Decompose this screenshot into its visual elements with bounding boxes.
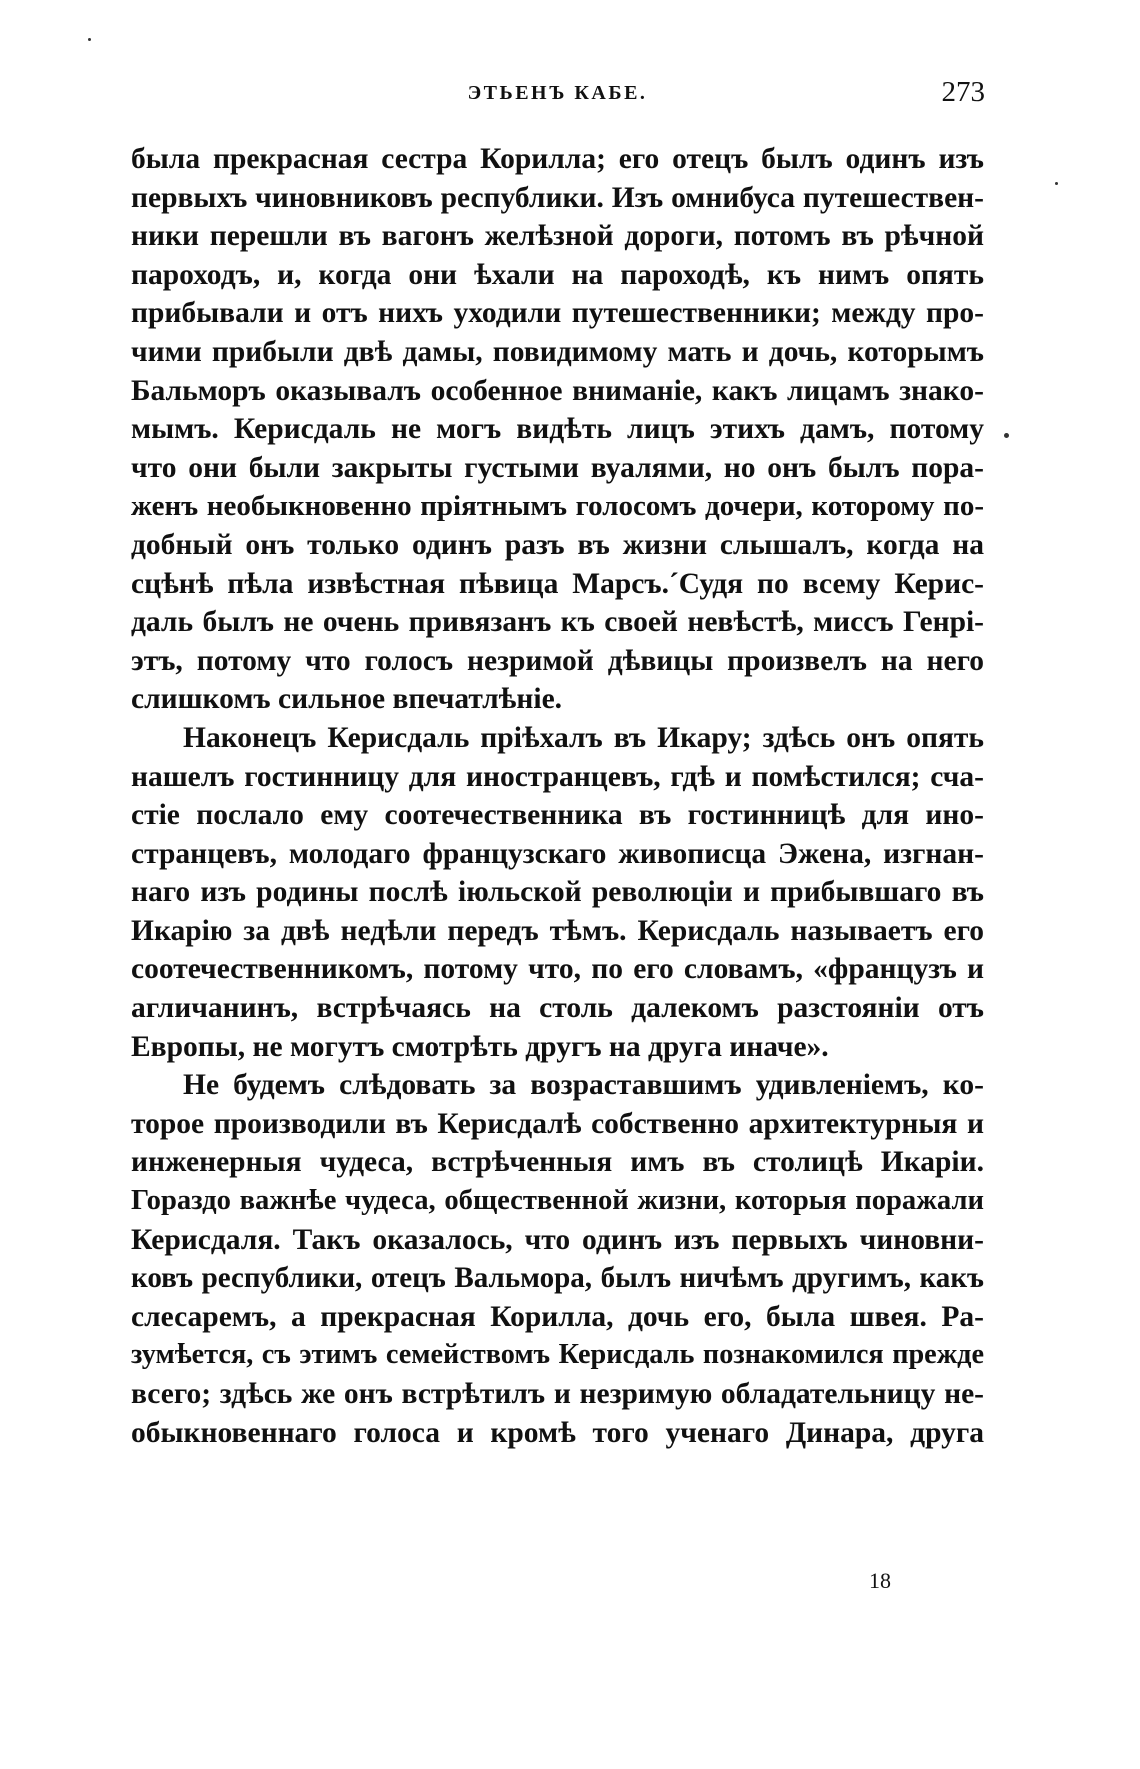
- paragraph-3: [131, 1066, 984, 1452]
- text-line: Гораздо важнѣе чудеса, общественной жизни, которыя поражали: [131, 1185, 984, 1217]
- text-line: Европы, не могутъ смотрѣть другъ на друга иначе».: [131, 1030, 829, 1063]
- text-line: агличанинъ, встрѣчаясь на столь далекомъ разстояніи отъ: [131, 992, 984, 1025]
- text-line: всего; здѣсь же онъ встрѣтилъ и незримую обладательницу не-: [131, 1378, 984, 1410]
- ink-speck: [88, 38, 91, 41]
- text-line: Бальморъ оказывалъ особенное вниманіе, какъ лицамъ знако-: [131, 374, 984, 407]
- text-line: этъ, потому что голосъ незримой дѣвицы произвелъ на него: [131, 644, 984, 677]
- ink-speck: [1004, 433, 1009, 438]
- text-line: стіе послало ему соотечественника въ гостинницѣ для ино-: [131, 799, 984, 832]
- text-line: женъ необыкновенно пріятнымъ голосомъ дочери, которому по-: [131, 490, 984, 523]
- text-line: добный онъ только одинъ разъ въ жизни слышалъ, когда на: [131, 528, 984, 561]
- text-line: ковъ республики, отецъ Вальмора, былъ ничѣмъ другимъ, какъ: [131, 1262, 984, 1295]
- text-line: была прекрасная сестра Корилла; его отецъ былъ одинъ изъ: [131, 143, 984, 175]
- text-line: Икарію за двѣ недѣли передъ тѣмъ. Керисдаль называетъ его: [131, 914, 984, 947]
- text-line: чими прибыли двѣ дамы, повидимому мать и дочь, которымъ: [131, 335, 984, 368]
- text-line: нашелъ гостинницу для иностранцевъ, гдѣ и помѣстился; сча-: [131, 760, 984, 793]
- page-number: 273: [941, 76, 985, 108]
- text-line: пароходъ, и, когда они ѣхали на пароходѣ, къ нимъ опять: [131, 258, 984, 291]
- text-line: слесаремъ, а прекрасная Корилла, дочь его, была швея. Ра-: [131, 1300, 984, 1333]
- text-line: наго изъ родины послѣ іюльской революціи и прибывшаго въ: [131, 876, 984, 909]
- text-line: соотечественникомъ, потому что, по его словамъ, «французъ и: [131, 953, 984, 986]
- text-line: Керисдаля. Такъ оказалось, что одинъ изъ первыхъ чиновни-: [131, 1223, 984, 1256]
- paragraph-1: [131, 140, 984, 719]
- text-line: что они были закрыты густыми вуалями, но онъ былъ пора-: [131, 451, 984, 484]
- text-line: ники перешли въ вагонъ желѣзной дороги, потомъ въ рѣчной: [131, 220, 984, 253]
- signature-mark: 18: [869, 1568, 891, 1593]
- running-head: [130, 68, 985, 118]
- text-line: обыкновеннаго голоса и кромѣ того ученаго Динара, друга: [131, 1416, 984, 1449]
- text-line: инженерныя чудеса, встрѣченныя имъ въ столицѣ Икаріи.: [131, 1146, 984, 1179]
- text-line: слишкомъ сильное впечатлѣніе.: [131, 683, 563, 716]
- text-line: прибывали и отъ нихъ уходили путешественники; между про-: [131, 297, 984, 330]
- text-line: даль былъ не очень привязанъ къ своей невѣстѣ, миссъ Генрі-: [131, 606, 984, 639]
- running-title: ЭТЬЕНЪ КАБЕ.: [467, 82, 648, 104]
- text-line: Наконецъ Керисдаль пріѣхалъ въ Икару; здѣсь онъ опять: [183, 721, 984, 754]
- text-line: странцевъ, молодаго французскаго живописца Эжена, изгнан-: [131, 837, 984, 870]
- text-line: зумѣется, съ этимъ семействомъ Керисдаль познакомился прежде: [131, 1339, 984, 1371]
- paragraph-2: [131, 719, 984, 1066]
- body-text: [131, 140, 984, 1452]
- text-line: первыхъ чиновниковъ республики. Изъ омнибуса путешествен-: [131, 181, 984, 214]
- text-line: мымъ. Керисдаль не могъ видѣть лицъ этихъ дамъ, потому: [131, 413, 984, 446]
- ink-speck: [1055, 182, 1058, 185]
- text-line: Не будемъ слѣдовать за возраставшимъ удивленіемъ, ко-: [183, 1069, 984, 1102]
- text-line: торое производили въ Керисдалѣ собственно архитектурныя и: [131, 1107, 984, 1140]
- text-line: сцѣнѣ пѣла извѣстная пѣвица Марсъ.´Судя по всему Керис-: [131, 567, 984, 600]
